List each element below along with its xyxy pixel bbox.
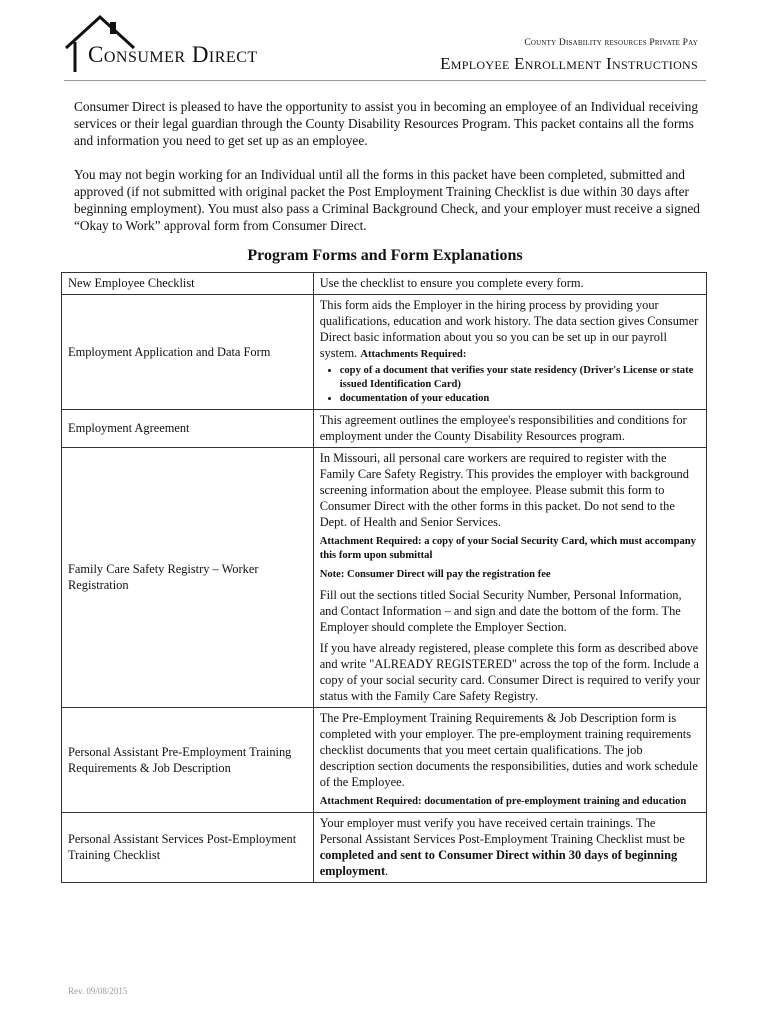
form-name: Employment Agreement [62,410,314,448]
section-title: Program Forms and Form Explanations [247,247,523,264]
explanation-text: Your employer must verify you have received certain trainings. The Personal Assistant Services Post-Employment Training Checklist must be [319,816,685,846]
fee-note: Note: Consumer Direct will pay the registration fee [319,569,551,580]
revision-date: Rev. 09/08/2015 [68,986,128,996]
list-item: • copy of a document that verifies your state residency (Driver's License or state issued Identification Card) [340,364,700,392]
sentence-end: . [385,864,389,878]
form-explanation [313,295,706,410]
form-name: Family Care Safety Registry – Worker Registration [62,448,314,708]
header-divider [64,80,706,81]
attachment-required: Attachment Required: documentation of pre-employment training and education [319,796,687,807]
form-name: Employment Application and Data Form [62,295,314,410]
attachments-list [320,364,700,406]
form-explanation [313,708,706,813]
table-row [62,448,707,708]
document-title: Employee Enrollment Instructions [440,54,698,73]
table-row [62,410,707,448]
logo [64,14,294,76]
form-explanation: Use the checklist to ensure you complete every form. [313,273,706,295]
explanation-text: In Missouri, all personal care workers are required to register with the Family Care Safety Registry. This provides the employer with background screening information about the employee. Please submit this form to Consumer Direct with the other forms in this packet. Do not send to the Dept. of Health and Senior Services. [319,451,689,529]
form-name: New Employee Checklist [62,273,314,295]
form-explanation [313,813,706,883]
form-explanation: This agreement outlines the employee's responsibilities and conditions for employment under the County Disability Resources program. [313,410,706,448]
list-item: • documentation of your education [340,392,700,406]
form-explanation [313,448,706,708]
forms-table [61,272,707,883]
document-header [440,38,698,74]
intro-paragraph-2: You may not begin working for an Individual until all the forms in this packet have been completed, submitted and approved (if not submitted with original packet the Post Employment Training Checklist is due within 30 days after beginning employment). You must also pass a Criminal Background Check, and your employer must receive a signed “Okay to Work” approval form from Consumer Direct. [74,167,700,233]
table-row [62,273,707,295]
logo-text: Consumer Direct [88,42,258,67]
already-registered-text: If you have already registered, please complete this form as described above and write "ALREADY REGISTERED" across the top of the form. Include a copy of your social security card. Consumer Direct is required to verify your status with the Family Care Safety Registry. [319,641,700,703]
deadline-text: completed and sent to Consumer Direct within 30 days of beginning employment [319,848,678,878]
form-name: Personal Assistant Pre-Employment Training Requirements & Job Description [62,708,314,813]
instructions-text: Fill out the sections titled Social Security Number, Personal Information, and Contact Information – and sign and date the bottom of the form. The Employer should complete the Employer Section. [319,588,682,634]
table-row [62,813,707,883]
form-name: Personal Assistant Services Post-Employment Training Checklist [62,813,314,883]
header-subtitle: County Disability resources Private Pay [524,38,698,48]
table-row [62,708,707,813]
intro-paragraph-1: Consumer Direct is pleased to have the opportunity to assist you in becoming an employee of an Individual receiving services or their legal guardian through the County Disability Resources Program. This packet contains all the forms and information you need to get set up as an employee. [74,99,699,148]
attachment-required: Attachment Required: a copy of your Social Security Card, which must accompany this form upon submittal [319,536,696,561]
attachments-label: Attachments Required: [360,349,467,360]
explanation-text: The Pre-Employment Training Requirements & Job Description form is completed with your employer. The pre-employment training requirements checklist documents that you meet certain qualifications. The job description section documents the responsibilities, duties and work schedule of the Employee. [319,711,698,789]
table-row [62,295,707,410]
explanation-text: This form aids the Employer in the hiring process by providing your qualifications, education and work history. The data section gives Consumer Direct basic information about you so you can be set up in our payroll system. [319,298,699,360]
